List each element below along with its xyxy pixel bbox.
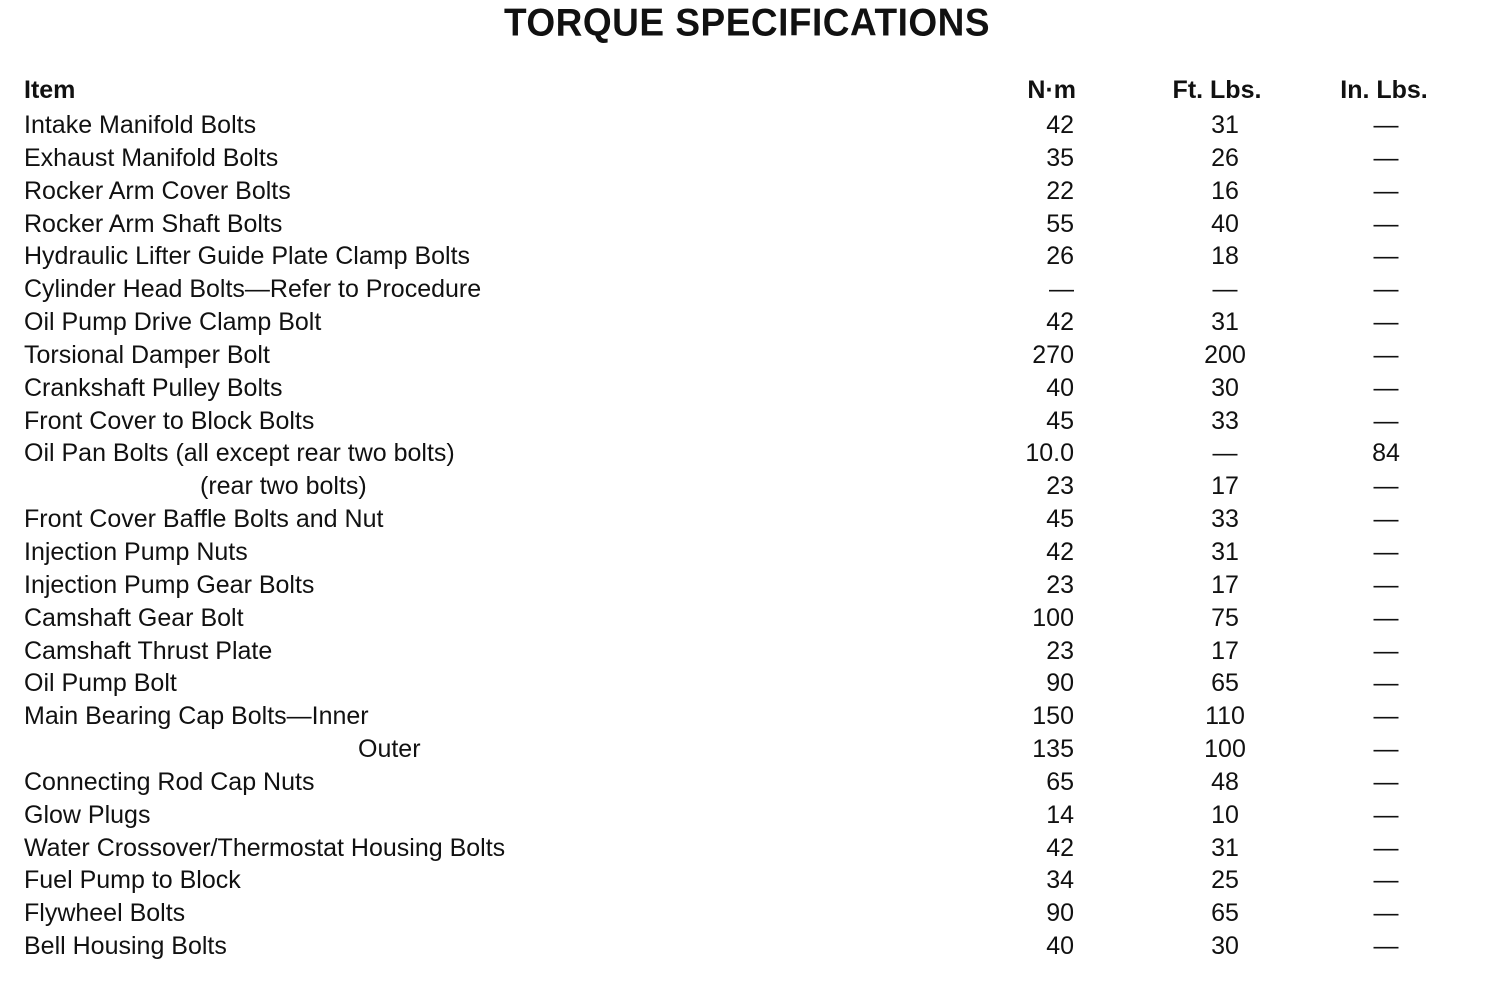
in-lbs-cell: — [1373,866,1399,895]
column-header-item: Item [24,76,76,104]
ft-lbs-cell: — [1212,275,1238,304]
item-cell: Rocker Arm Shaft Bolts [24,209,283,238]
ft-lbs-cell: — [1212,439,1238,468]
item-cell: Flywheel Bolts [24,899,186,928]
item-cell: Front Cover Baffle Bolts and Nut [24,505,384,534]
nm-cell: 23 [1046,472,1074,501]
item-cell: Injection Pump Nuts [24,537,248,566]
table-row [0,437,1504,470]
in-lbs-cell: — [1373,603,1399,632]
in-lbs-cell: — [1373,111,1399,139]
torque-table-body [0,109,1504,963]
table-row [0,602,1504,635]
nm-cell: — [1049,275,1074,304]
item-cell: Water Crossover/Thermostat Housing Bolts [24,833,506,862]
in-lbs-cell: — [1373,767,1399,796]
nm-cell: 14 [1046,800,1074,829]
ft-lbs-cell: 31 [1211,111,1239,139]
table-row [0,536,1504,569]
column-header-nm: N·m [1027,76,1076,104]
page-title: TORQUE SPECIFICATIONS [503,0,991,44]
nm-cell: 23 [1046,570,1074,599]
in-lbs-cell: — [1373,472,1399,501]
nm-cell: 100 [1032,603,1074,632]
in-lbs-cell: — [1373,308,1399,337]
in-lbs-cell: — [1373,932,1399,961]
ft-lbs-cell: 48 [1211,767,1239,796]
nm-cell: 150 [1032,702,1074,731]
in-lbs-cell: — [1373,800,1399,829]
in-lbs-cell: — [1373,735,1399,764]
in-lbs-cell: — [1373,275,1399,304]
table-row [0,372,1504,405]
nm-cell: 42 [1046,308,1074,337]
in-lbs-cell: — [1373,176,1399,205]
ft-lbs-cell: 26 [1211,143,1239,172]
in-lbs-cell: — [1373,899,1399,928]
nm-cell: 135 [1032,735,1074,764]
in-lbs-cell: — [1373,505,1399,534]
ft-lbs-cell: 17 [1211,636,1239,665]
ft-lbs-cell: 110 [1205,702,1245,731]
item-cell: Camshaft Gear Bolt [24,603,244,632]
item-cell: Crankshaft Pulley Bolts [24,373,283,402]
table-row [0,930,1504,963]
nm-cell: 34 [1046,866,1074,895]
nm-cell: 270 [1032,340,1074,369]
ft-lbs-cell: 33 [1211,406,1239,435]
table-row [0,864,1504,897]
nm-cell: 40 [1046,932,1074,961]
item-cell: Intake Manifold Bolts [24,111,257,139]
item-cell: Exhaust Manifold Bolts [24,143,279,172]
nm-cell: 45 [1046,406,1074,435]
ft-lbs-cell: 33 [1211,505,1239,534]
table-row [0,339,1504,372]
in-lbs-cell: — [1373,373,1399,402]
ft-lbs-cell: 17 [1211,570,1239,599]
nm-cell: 45 [1046,505,1074,534]
item-cell: Camshaft Thrust Plate [24,636,273,665]
in-lbs-cell: — [1373,833,1399,862]
ft-lbs-cell: 31 [1211,308,1239,337]
item-cell: Cylinder Head Bolts—Refer to Procedure [24,275,482,304]
table-header [0,76,1504,110]
item-cell: Bell Housing Bolts [24,932,227,961]
table-row [0,109,1504,142]
nm-cell: 42 [1046,537,1074,566]
table-row [0,832,1504,865]
item-cell: Hydraulic Lifter Guide Plate Clamp Bolts [24,242,471,271]
ft-lbs-cell: 40 [1211,209,1239,238]
nm-cell: 22 [1046,176,1074,205]
ft-lbs-cell: 17 [1211,472,1239,501]
ft-lbs-cell: 65 [1211,899,1239,928]
ft-lbs-cell: 100 [1204,735,1246,764]
ft-lbs-cell: 200 [1204,340,1246,369]
ft-lbs-cell: 25 [1211,866,1239,895]
ft-lbs-cell: 30 [1211,932,1239,961]
table-row [0,667,1504,700]
ft-lbs-cell: 16 [1211,176,1239,205]
nm-cell: 55 [1046,209,1074,238]
item-cell: Fuel Pump to Block [24,866,241,895]
item-cell: Front Cover to Block Bolts [24,406,315,435]
item-cell: Oil Pump Drive Clamp Bolt [24,308,322,337]
ft-lbs-cell: 31 [1211,537,1239,566]
ft-lbs-cell: 75 [1211,603,1239,632]
in-lbs-cell: — [1373,669,1399,698]
item-cell: Torsional Damper Bolt [24,340,270,369]
in-lbs-cell: — [1373,209,1399,238]
table-row [0,503,1504,536]
table-row [0,799,1504,832]
nm-cell: 42 [1046,111,1074,139]
table-row [0,405,1504,438]
nm-cell: 65 [1046,767,1074,796]
in-lbs-cell: — [1373,702,1399,731]
in-lbs-cell: — [1373,537,1399,566]
item-cell: Oil Pump Bolt [24,669,177,698]
table-row [0,175,1504,208]
in-lbs-cell: — [1373,340,1399,369]
column-header-in-lbs: In. Lbs. [1340,76,1428,104]
table-row [0,470,1504,503]
table-row [0,897,1504,930]
in-lbs-cell: 84 [1372,439,1400,468]
column-header-ft-lbs: Ft. Lbs. [1172,76,1262,104]
item-cell: Injection Pump Gear Bolts [24,570,315,599]
nm-cell: 40 [1046,373,1074,402]
table-row [0,208,1504,241]
item-cell: Connecting Rod Cap Nuts [24,767,315,796]
in-lbs-cell: — [1373,242,1399,271]
table-row [0,142,1504,175]
ft-lbs-cell: 65 [1211,669,1239,698]
nm-cell: 90 [1046,899,1074,928]
item-cell: Glow Plugs [24,800,151,829]
in-lbs-cell: — [1373,406,1399,435]
nm-cell: 26 [1046,242,1074,271]
item-cell: Main Bearing Cap Bolts—Inner [24,702,369,731]
table-row [0,240,1504,273]
item-cell: Oil Pan Bolts (all except rear two bolts) [24,439,455,468]
item-cell: Rocker Arm Cover Bolts [24,176,291,205]
table-row [0,306,1504,339]
table-row [0,733,1504,766]
table-row [0,569,1504,602]
ft-lbs-cell: 18 [1211,242,1239,271]
ft-lbs-cell: 31 [1211,833,1239,862]
nm-cell: 23 [1046,636,1074,665]
nm-cell: 10.0 [1025,439,1074,468]
table-row [0,700,1504,733]
ft-lbs-cell: 10 [1211,800,1239,829]
item-cell: Outer [358,735,421,764]
in-lbs-cell: — [1373,143,1399,172]
nm-cell: 42 [1046,833,1074,862]
table-row [0,766,1504,799]
nm-cell: 90 [1046,669,1074,698]
nm-cell: 35 [1046,143,1074,172]
in-lbs-cell: — [1373,636,1399,665]
in-lbs-cell: — [1373,570,1399,599]
item-cell: (rear two bolts) [200,472,367,501]
ft-lbs-cell: 30 [1211,373,1239,402]
table-row [0,273,1504,306]
table-row [0,635,1504,668]
